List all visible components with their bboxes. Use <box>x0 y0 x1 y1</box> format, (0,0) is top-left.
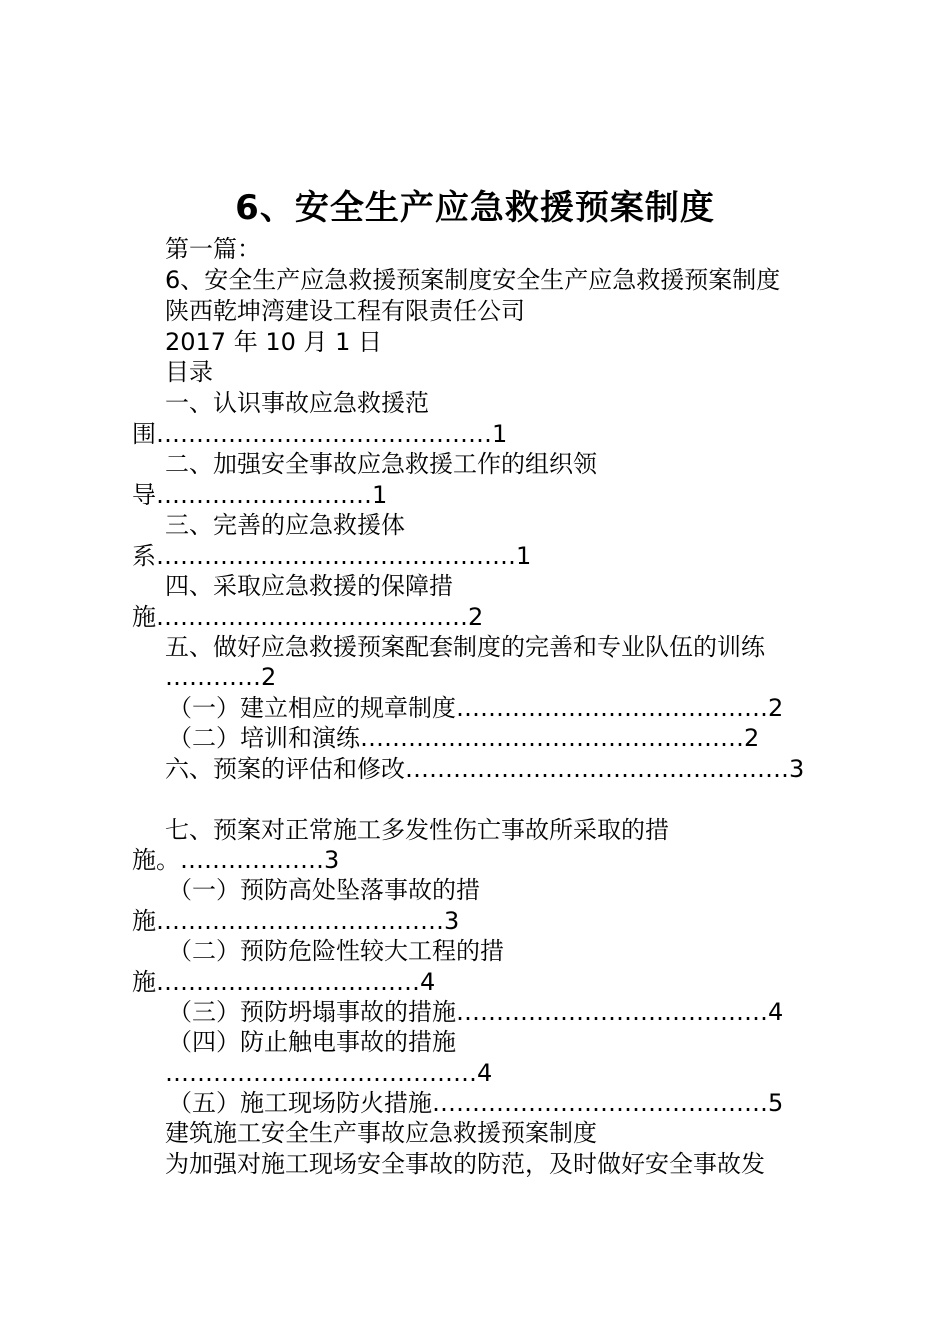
toc-item: （四）防止触电事故的措施 <box>168 1028 456 1056</box>
toc-item-cont: 围……………………………………1 <box>132 420 508 448</box>
toc-item-cont: 施……………………………4 <box>132 968 436 996</box>
company-name: 陕西乾坤湾建设工程有限责任公司 <box>165 297 525 325</box>
toc-item-cont: 导………………………1 <box>132 481 388 509</box>
toc-item: （一）建立相应的规章制度…………………………………2 <box>168 694 784 722</box>
section-label: 第一篇： <box>165 235 261 263</box>
body-paragraph: 为加强对施工现场安全事故的防范，及时做好安全事故发 <box>165 1150 765 1178</box>
toc-item: （五）施工现场防火措施……………………………………5 <box>168 1089 784 1117</box>
toc-item: 四、采取应急救援的保障措 <box>165 572 453 600</box>
toc-item-cont: 施。………………3 <box>132 846 340 874</box>
toc-item-cont: 施………………………………3 <box>132 907 460 935</box>
toc-item: （三）预防坍塌事故的措施…………………………………4 <box>168 998 784 1026</box>
toc-item: （二）预防危险性较大工程的措 <box>168 937 504 965</box>
body-heading: 建筑施工安全生产事故应急救援预案制度 <box>165 1119 597 1147</box>
toc-item: （二）培训和演练…………………………………………2 <box>168 724 760 752</box>
toc-item-cont: …………………………………4 <box>165 1059 493 1087</box>
toc-item-cont: 施…………………………………2 <box>132 603 484 631</box>
toc-item: 五、做好应急救援预案配套制度的完善和专业队伍的训练 <box>165 633 765 661</box>
toc-item: 七、预案对正常施工多发性伤亡事故所采取的措 <box>165 816 669 844</box>
toc-heading: 目录 <box>165 358 213 386</box>
toc-item: 六、预案的评估和修改…………………………………………3 <box>165 755 805 783</box>
toc-item: 一、认识事故应急救援范 <box>165 389 429 417</box>
toc-item-cont: 系………………………………………1 <box>132 542 532 570</box>
document-title: 6、安全生产应急救援预案制度 <box>235 188 715 228</box>
toc-item: （一）预防高处坠落事故的措 <box>168 876 480 904</box>
toc-item: 二、加强安全事故应急救援工作的组织领 <box>165 450 597 478</box>
toc-item-cont: …………2 <box>165 663 277 691</box>
toc-item: 三、完善的应急救援体 <box>165 511 405 539</box>
full-title: 6、安全生产应急救援预案制度安全生产应急救援预案制度 <box>165 266 781 294</box>
date: 2017 年 10 月 1 日 <box>165 328 383 356</box>
